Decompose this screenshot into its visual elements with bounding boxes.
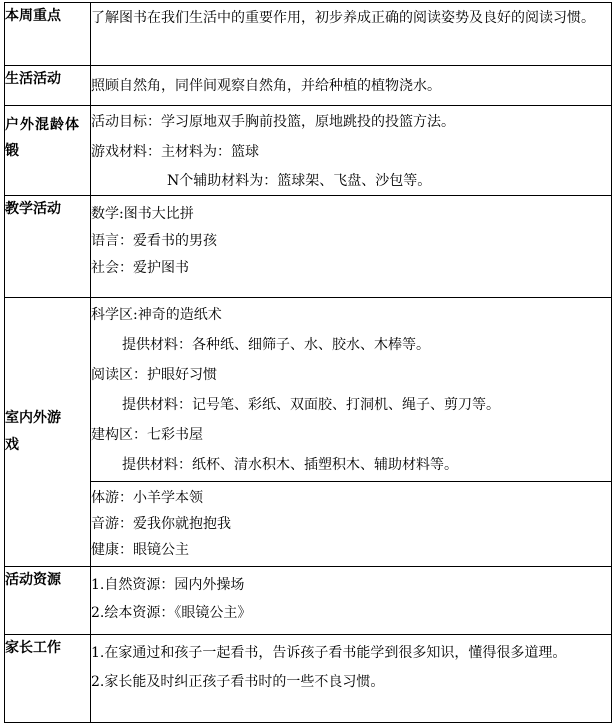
- row-label: 家长工作: [5, 635, 91, 723]
- focus-text: 了解图书在我们生活中的重要作用，初步养成正确的阅读姿势及良好的阅读习惯。: [91, 10, 595, 26]
- area-title: 科学区:神奇的造纸术: [91, 307, 222, 323]
- outdoor-material: 游戏材料：主材料为：篮球: [91, 144, 259, 160]
- row-label: 生活活动: [5, 66, 91, 106]
- games-label: 室内外游戏: [5, 410, 61, 453]
- parents-item: 2.家长能及时纠正孩子看书时的一些不良习惯。: [91, 674, 385, 690]
- teaching-content: [91, 196, 612, 298]
- row-parents: [5, 635, 612, 723]
- area-materials: 提供材料：各种纸、细筛子、水、胶水、木棒等。: [122, 337, 430, 353]
- games-play-content: [91, 482, 612, 567]
- outdoor-goal: 活动目标：学习原地双手胸前投篮，原地跳投的投篮方法。: [91, 114, 455, 130]
- resource-item: 2.绘本资源：《眼镜公主》: [91, 605, 252, 621]
- resource-item: 1.自然资源：园内外操场: [91, 577, 245, 593]
- row-label: [5, 298, 91, 567]
- outdoor-content: [91, 106, 612, 196]
- row-label: 活动资源: [5, 567, 91, 635]
- parents-content: [91, 635, 612, 723]
- row-games-play: [5, 482, 612, 567]
- life-text: 照顾自然角，同伴间观察自然角，并给种植的植物浇水。: [91, 77, 441, 94]
- area-materials: 提供材料：纸杯、清水积木、插塑积木、辅助材料等。: [122, 457, 458, 473]
- row-games-areas: [5, 298, 612, 482]
- play-item: 体游：小羊学本领: [91, 490, 203, 506]
- row-teaching: [5, 196, 612, 298]
- area-materials: 提供材料：记号笔、彩纸、双面胶、打洞机、绳子、剪刀等。: [122, 397, 500, 413]
- row-focus: [5, 3, 612, 66]
- games-areas-content: [91, 298, 612, 482]
- row-label: 教学活动: [5, 196, 91, 298]
- row-life: [5, 66, 612, 106]
- play-item: 音游：爱我你就抱抱我: [91, 516, 231, 532]
- row-label: 本周重点: [5, 3, 91, 66]
- teaching-item: 社会：爱护图书: [91, 260, 189, 276]
- teaching-item: 语言：爱看书的男孩: [91, 233, 217, 249]
- area-title: 建构区：七彩书屋: [91, 427, 203, 443]
- teaching-item: 数学:图书大比拼: [91, 206, 194, 222]
- life-content: [91, 66, 612, 106]
- weekly-plan-table: [4, 2, 612, 723]
- area-title: 阅读区：护眼好习惯: [91, 367, 217, 383]
- row-resources: [5, 567, 612, 635]
- parents-item: 1.在家通过和孩子一起看书，告诉孩子看书能学到很多知识，懂得很多道理。: [91, 645, 567, 661]
- resources-content: [91, 567, 612, 635]
- play-item: 健康：眼镜公主: [91, 542, 189, 558]
- row-outdoor: [5, 106, 612, 196]
- focus-content: [91, 3, 612, 66]
- outdoor-aux: N个辅助材料为：篮球架、飞盘、沙包等。: [167, 173, 432, 189]
- row-label: 户外混龄体锻: [5, 106, 91, 196]
